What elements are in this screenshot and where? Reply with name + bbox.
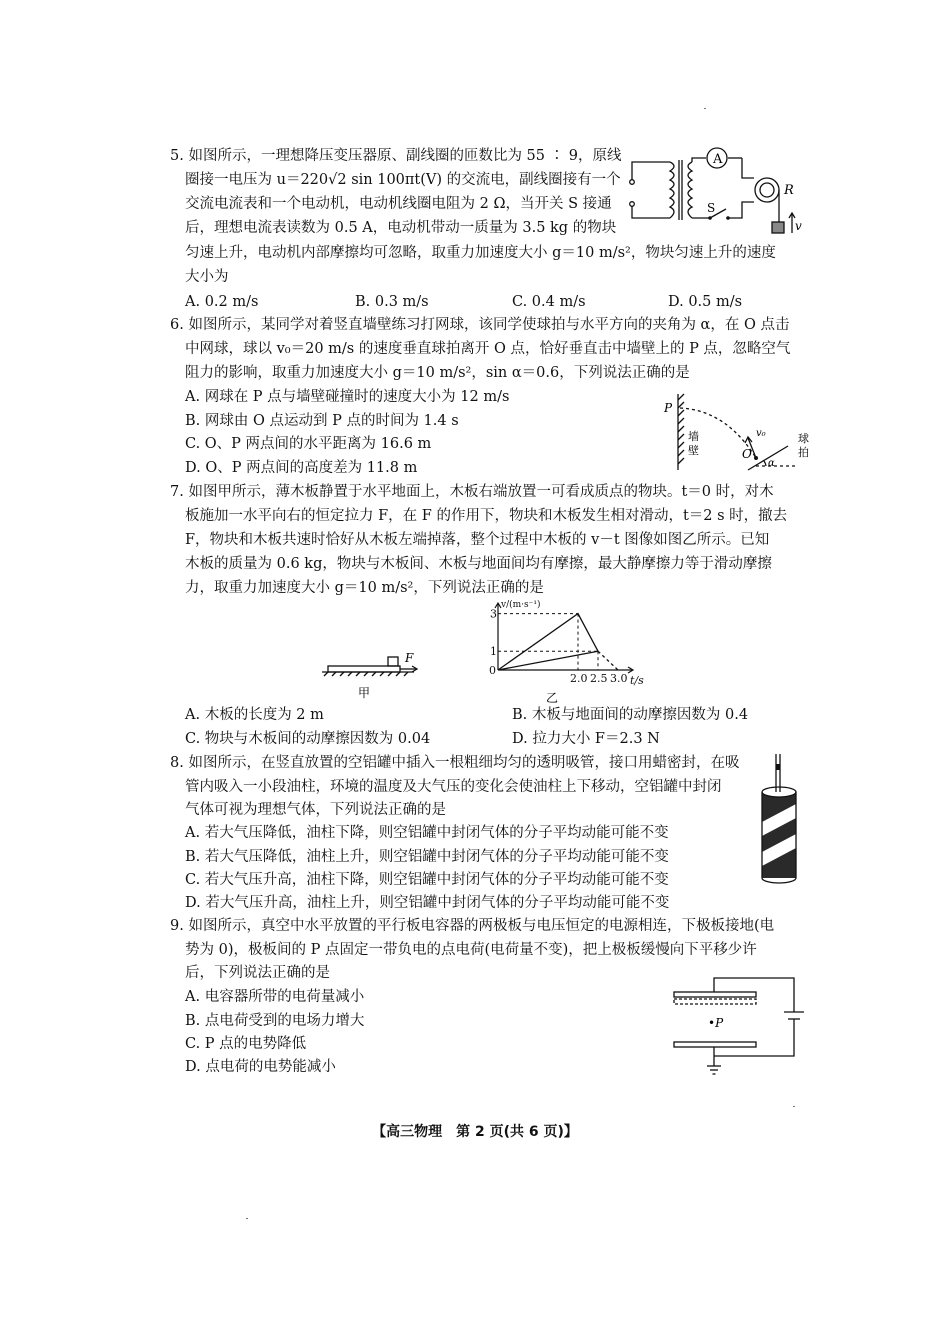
series-line-1: [498, 651, 598, 670]
y-tick-label: 1: [490, 645, 497, 659]
transformer-circuit-figure: [622, 142, 802, 238]
figure-yi-caption: 乙: [546, 691, 559, 705]
question-5-option-d: D. 0.5 m/s: [668, 294, 743, 310]
question-8-line-3: 气体可视为理想气体，下列说法正确的是: [185, 802, 446, 818]
tennis-wall-diagram: [656, 388, 816, 476]
question-5-line-4: 后，理想电流表读数为 0.5 A，电动机带动一质量为 3.5 kg 的物块: [185, 220, 617, 236]
question-6-line-3: 阻力的影响，取重力加速度大小 g＝10 m/s²，sin α＝0.6，下列说法正确的是: [185, 365, 690, 381]
wall-label-1: 墙: [688, 430, 699, 443]
x-axis-label: t/s: [630, 674, 644, 687]
question-9-line-1: 9. 如图所示，真空中水平放置的平行板电容器的两极板与电压恒定的电源相连，下极板接地(电: [170, 918, 775, 934]
y-axis-label: v/(m·s⁻¹): [501, 600, 541, 610]
motor-label: R: [784, 183, 794, 198]
question-9-option-c: C. P 点的电势降低: [185, 1036, 307, 1052]
tennis-wall-figure: [656, 388, 816, 476]
racket-label-2: 拍: [798, 446, 809, 459]
question-8-option-c: C. 若大气压升高，油柱下降，则空铝罐中封闭气体的分子平均动能可能不变: [185, 872, 669, 888]
capacitor-circuit-figure: [664, 972, 808, 1078]
switch-label: S: [707, 201, 716, 215]
question-5-line-2: 圈接一电压为 u＝220√2 sin 100πt(V) 的交流电，副线圈接有一个: [185, 172, 621, 188]
origin-label: 0: [489, 664, 496, 677]
question-5-line-3: 交流电流表和一个电动机，电动机线圈电阻为 2 Ω，当开关 S 接通: [185, 196, 612, 212]
question-7-line-1: 7. 如图甲所示，薄木板静置于水平地面上，木板右端放置一可看成质点的物块。t＝0 时，对木: [170, 484, 774, 500]
series-line-2: [598, 651, 618, 670]
question-8-option-b: B. 若大气压降低，油柱上升，则空铝罐中封闭气体的分子平均动能可能不变: [185, 849, 669, 865]
page-footer: 【高三物理 第 2 页(共 6 页)】: [372, 1124, 578, 1140]
point-o-label: O: [742, 447, 752, 461]
question-6-option-c: C. O、P 两点间的水平距离为 16.6 m: [185, 436, 432, 452]
question-5-line-5: 匀速上升，电动机内部摩擦均可忽略，取重力加速度大小 g＝10 m/s²，物块匀速上升的速度: [185, 245, 776, 261]
question-6-option-a: A. 网球在 P 点与墙壁碰撞时的速度大小为 12 m/s: [185, 389, 510, 405]
question-7-line-4: 木板的质量为 0.6 kg，物块与木板间、木板与地面间均有摩擦，最大静摩擦力等于滑动摩擦: [185, 556, 772, 572]
v0-label: v₀: [756, 428, 766, 439]
racket-label-1: 球: [798, 432, 809, 445]
capacitor-circuit-diagram: [664, 972, 808, 1078]
question-5-line-6: 大小为: [185, 269, 229, 285]
scan-speck: [246, 1218, 248, 1219]
velocity-label: v: [795, 219, 802, 233]
transformer-circuit-diagram: [622, 142, 802, 238]
question-7-option-a: A. 木板的长度为 2 m: [185, 707, 324, 723]
x-tick-label: 2.0: [570, 672, 588, 685]
alpha-label: α: [768, 458, 775, 469]
y-tick-label: 3: [490, 607, 497, 621]
question-7-option-d: D. 拉力大小 F＝2.3 N: [512, 731, 660, 747]
question-9-option-b: B. 点电荷受到的电场力增大: [185, 1013, 365, 1029]
question-7-option-b: B. 木板与地面间的动摩擦因数为 0.4: [512, 707, 749, 723]
scan-speck: [704, 108, 706, 109]
question-9-option-a: A. 电容器所带的电荷量减小: [185, 989, 365, 1005]
question-6-option-b: B. 网球由 O 点运动到 P 点的时间为 1.4 s: [185, 413, 459, 429]
question-5-option-a: A. 0.2 m/s: [185, 294, 259, 310]
question-7-option-c: C. 物块与木板间的动摩擦因数为 0.04: [185, 731, 431, 747]
vt-graph-chart: [476, 600, 656, 706]
scan-speck: [793, 1106, 795, 1107]
figure-jia-caption: 甲: [358, 686, 371, 700]
force-label: F: [405, 651, 414, 665]
question-5-option-b: B. 0.3 m/s: [355, 294, 429, 310]
question-6-line-1: 6. 如图所示，某同学对着竖直墙壁练习打网球，该同学使球拍与水平方向的夹角为 α，在 O 点击: [170, 317, 790, 333]
question-9-line-2: 势为 0)，极板间的 P 点固定一带负电的点电荷(电荷量不变)，把上极板缓慢向下平移少许: [185, 942, 757, 958]
question-8-line-2: 管内吸入一小段油柱，环境的温度及大气压的变化会使油柱上下移动，空铝罐中封闭: [185, 779, 722, 795]
vt-graph-figure: [476, 600, 656, 706]
x-tick-label: 3.0: [610, 672, 628, 685]
board-block-diagram: [318, 640, 428, 700]
wall-label-2: 壁: [688, 444, 699, 457]
board-block-figure: [318, 640, 428, 700]
question-5-line-1: 5. 如图所示，一理想降压变压器原、副线圈的匝数比为 55 ∶ 9，原线: [170, 148, 622, 164]
series-line-0: [498, 614, 598, 670]
question-7-line-5: 力，取重力加速度大小 g＝10 m/s²，下列说法正确的是: [185, 580, 544, 596]
aluminum-can-figure: [754, 752, 804, 888]
question-8-line-1: 8. 如图所示，在竖直放置的空铝罐中插入一根粗细均匀的透明吸管，接口用蜡密封，在吸: [170, 755, 740, 771]
question-6-line-2: 中网球，球以 v₀＝20 m/s 的速度垂直球拍离开 O 点，恰好垂直击中墙壁上的 P 点，忽略空气: [185, 341, 791, 357]
question-9-option-d: D. 点电荷的电势能减小: [185, 1059, 336, 1075]
question-6-option-d: D. O、P 两点间的高度差为 11.8 m: [185, 460, 418, 476]
question-9-line-3: 后，下列说法正确的是: [185, 965, 330, 981]
question-7-line-2: 板施加一水平向右的恒定拉力 F，在 F 的作用下，物块和木板发生相对滑动，t＝2 s 时，撤去: [185, 508, 788, 524]
point-p-label: •P: [708, 1016, 724, 1030]
ammeter-label: A: [713, 152, 723, 167]
question-5-option-c: C. 0.4 m/s: [512, 294, 586, 310]
question-7-line-3: F，物块和木板共速时恰好从木板左端掉落，整个过程中木板的 v－t 图像如图乙所示。已知: [185, 532, 770, 548]
question-8-option-d: D. 若大气压升高，油柱上升，则空铝罐中封闭气体的分子平均动能可能不变: [185, 895, 670, 911]
x-tick-label: 2.5: [590, 672, 608, 685]
question-8-option-a: A. 若大气压降低，油柱下降，则空铝罐中封闭气体的分子平均动能可能不变: [185, 825, 669, 841]
aluminum-can-diagram: [754, 752, 804, 888]
point-p-label: P: [664, 401, 673, 415]
